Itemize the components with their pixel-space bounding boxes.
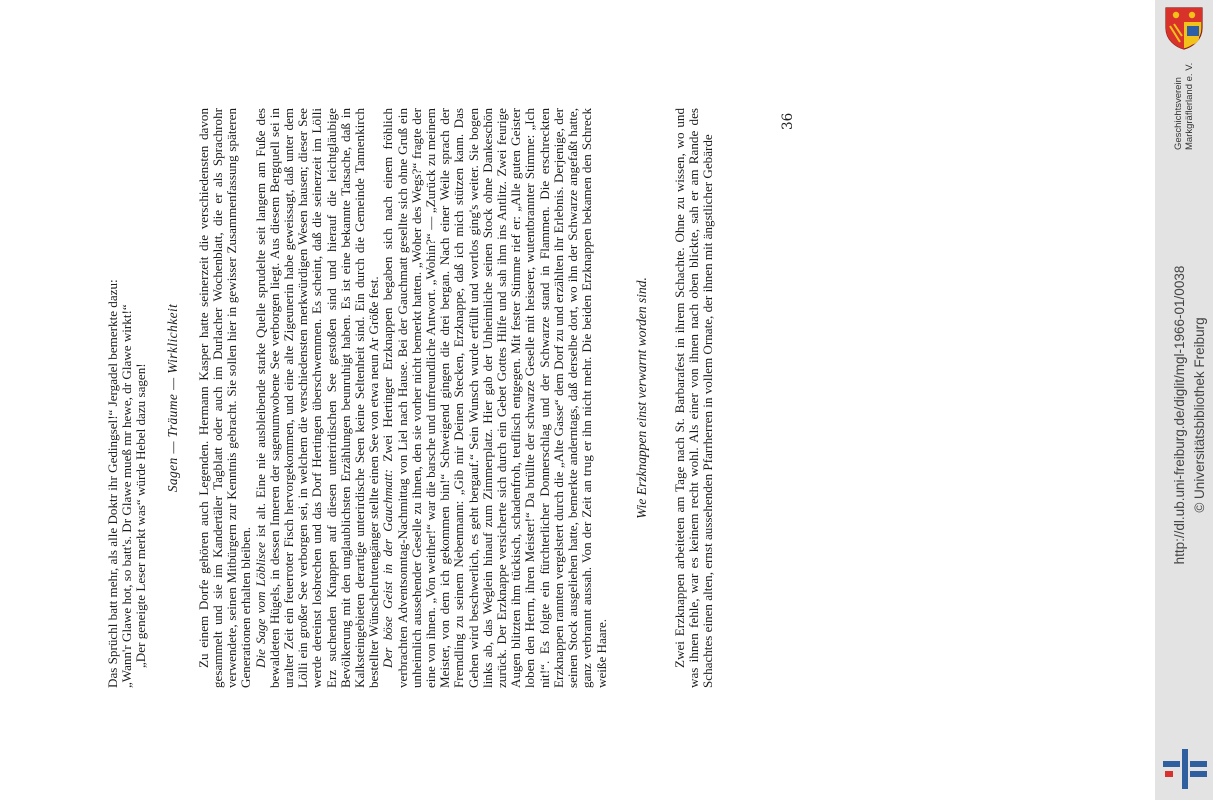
page-number: 36 [780,112,796,130]
subsection-heading: Wie Erzknappen einst verwarnt worden sind. [633,277,649,519]
society-name-line: Geschichtsverein [1173,77,1184,150]
paragraph-title: Der böse Geist in der Gauchmatt: [380,469,396,668]
paragraph-title: Die Sage vom Löblisee [252,542,268,668]
rotated-page-content [80,0,1000,800]
paragraph: Zu einem Dorfe gehören auch Legenden. Hermann Kasper hatte seinerzeit die verschiedensten davon gesammelt und sie im Kandertäler Tagblatt oder auch im Durlacher Wochenblatt, die er als Sprachrohr verwendete, seinen Mitbürgern zur Kenntnis gebracht. Sie sollen hier in gewisser Zusammenfassung späteren Generationen erhalten bleiben. [195,108,254,688]
section-heading: Sagen — Träume — Wirklichkeit [164,303,180,493]
coat-of-arms-icon [1162,6,1206,50]
paragraph-body: ist alt. Eine nie ausbleibende starke Quelle sprudelte seit langem am Fuße des bewaldeten Hügels, in dessen Inneren der sagenumwobene See verborgen liegt. Aus diesem Bergquell sei in uralter Zeit ein feuerroter Fisch hervorgekommen, und eine alte Zigeunerin habe geweissagt, daß unter dem Lölli ein großer See verborgen sei, in welchem die verschiedensten merkwürdigen Wesen hausen; dieser See werde dereinst losbrechen und das Dorf Hertingen überschwemmen. Es scheint, daß die seinerzeit im Lölli Erz suchenden Knappen auf diesen unterirdischen See gestoßen sind und hierauf die leichtgläubige Bevölkerung mit den unglaublichsten Erzählungen beunruhigt haben. Es ist eine bekannte Tatsache, daß in Kalksteingebieten derartige unterirdische Seen keine Seltenheit sind. Ein durch die Gemeinde Tannenkirch bestellter Wünschelrutengänger stellte einen See von etwa neun Ar Größe fest. [252,108,382,688]
library-logo-icon [1163,746,1207,792]
intro-line: „Wann'r Glawe hot, so batt's. Dr Glawe mueß mr hewe, dr Glawe wirkt!“ [119,304,135,688]
copyright-notice: © Universitätsbibliothek Freiburg [1192,317,1207,513]
paragraph-body: Zwei Hertinger Erzknappen begaben sich nach einem fröhlich verbrachten Adventsonntag-Nachmittag von Liel nach Hause. Bei der Gauchmatt gesellte sich ohne Gruß ein unheimlich aussehender Geselle zu ihnen, den sie vorher nicht bemerkt hatten. „Woher des Wegs?“ fragte der eine von ihnen. „Von weither!“ war die barsche und unfreundliche Antwort. „Wohin?“ — „Zurück zu meinem Meister, von dem ich gekommen bin!“ Schweigend gingen die drei bergan. Nach einer Weile sprach der Fremdling zu seinem Nebenmann: „Gib mir Deinen Stecken, Erzknappe, daß ich mich stützen kann. Das Gehen wird beschwerlich, es geht bergauf.“ Sein Wunsch wurde erfüllt und wortlos ging's weiter. Sie bogen links ab, das Weglein hinauf zum Zimmerplatz. Hier gab der Unheimliche seinen Stock ohne Dankeschön zurück. Der Erzknappe versicherte sich durch ein Gebet Gottes Hilfe und sah ihm ins Antlitz. Zwei feurige Augen blitzten ihm tückisch, schadenfroh, teuflisch entgegen. Mit fester Stimme rief er: „Alle guten Geister loben den Herrn, ihren Meister!“ Da brüllte der schwarze Geselle mit heiserer, wutentbrannter Stimme: „Ich nit!“. Es folgte ein fürchterlicher Donnerschlag und der Schwarze stand in Flammen. Die erschreckten Erzknappen rannten vergelstert durch die „Alte Gasse“ dem Dorf zu und erzählten ihr Erlebnis. Derjenige, der seinen Stock ausgeliehen hatte, bemerkte anderntags, daß derselbe dort, wo ihn der Schwarze angefaßt hatte, ganz verbrannt aussah. Von der Zeit an trug er ihn nicht mehr. Die beiden Erzknappen bekamen den Schreck weiße Haare. [380,108,609,688]
paragraph [381,108,608,688]
intro-line: „Der geneigte Leser merkt was“ würde Hebel dazu sagen! [133,363,149,668]
source-url-link[interactable]: http://dl.ub.uni-freiburg.de/diglit/mgl-1966-01/0038 [1172,265,1187,565]
text-column [106,108,716,688]
society-name-line: Markgräflerland e. V. [1184,62,1195,150]
intro-line: Das Sprüchl batt mehr, als alle Doktr ihr Gedingsel!“ Jergadel bemerkte dazu: [105,279,120,688]
paragraph: Zwei Erzknappen arbeiteten am Tage nach St. Barbarafest in ihrem Schachte. Ohne zu wissen, wo und was ihnen fehle, war es keinem recht wohl. Als einer von ihnen nach oben blickte, sah er am Rande des Schachtes einen alten, ernst aussehenden Pfarrherren in vollem Ornate, der ihnen mit ängstlicher Gebärde [671,108,716,688]
paragraph [254,108,382,688]
